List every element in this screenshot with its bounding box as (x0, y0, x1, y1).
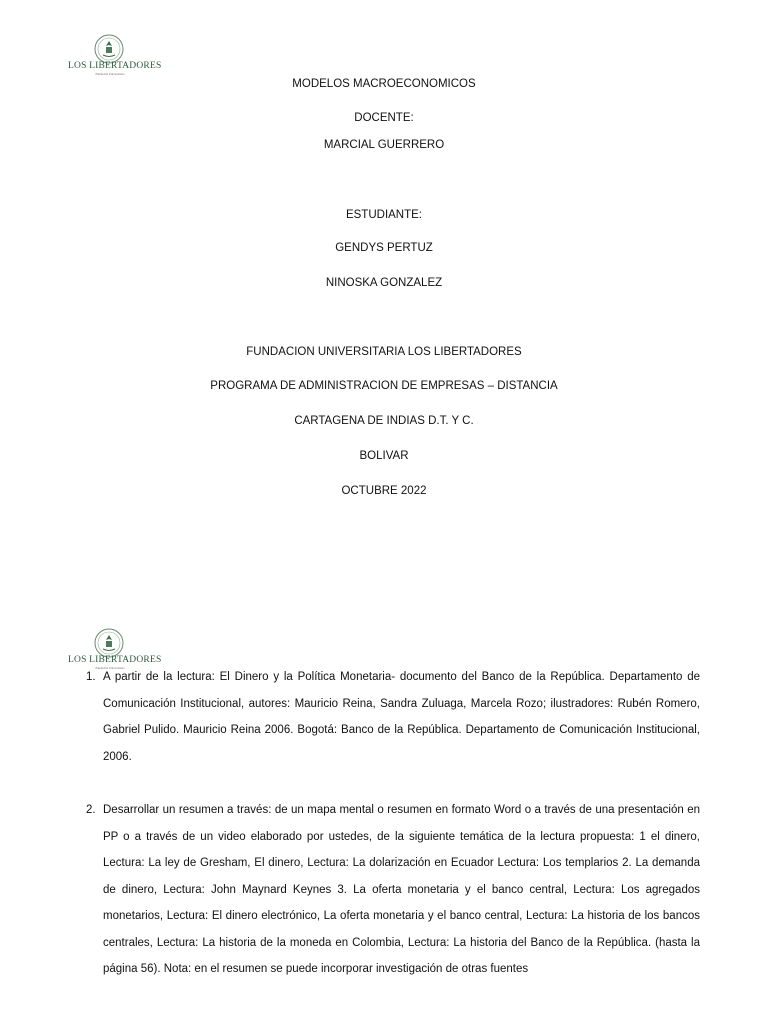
seal-icon (94, 628, 124, 658)
logo-name: LOS LIBERTADORES (68, 61, 162, 71)
logo-tagline: Fundación Universitaria (95, 72, 125, 76)
city: CARTAGENA DE INDIAS D.T. Y C. (294, 415, 474, 427)
department: BOLIVAR (359, 450, 409, 462)
date: OCTUBRE 2022 (341, 485, 427, 497)
item-text-2: Desarrollar un resumen a través: de un mapa mental o resumen en formato Word o a través de una presentación en PP o a través de un video elaborado por ustedes, de la siguiente temática de la lectura propuesta: 1 el dinero, Lectura: La ley de Gresham, El dinero, Lectura: La dolarización en Ecuador Lectura: Los templarios 2. La demanda de dinero, Lectura: John Maynard Keynes 3. La oferta monetaria y el banco central, Lectura: Los agregados monetarios, Lectura: El dinero electrónico, La oferta monetaria y el banco central, Lectura: La historia de los bancos centrales, Lectura: La historia de la moneda en Colombia, Lectura: La historia del Banco de la República. (hasta la página 56). Nota: en el resumen se puede incorporar investigación de otras fuentes (103, 804, 700, 975)
teacher-name: MARCIAL GUERRERO (323, 139, 445, 151)
institution-logo-page2 (68, 628, 162, 670)
student-name-1: GENDYS PERTUZ (335, 242, 433, 254)
institution-logo-top (68, 34, 162, 76)
student-name-2: NINOSKA GONZALEZ (325, 277, 443, 289)
item-number-2: 2. (86, 804, 96, 816)
item-text-1: A partir de la lectura: El Dinero y la Política Monetaria- documento del Banco de la República. Departamento de Comunicación Institucional, autores: Mauricio Reina, Sandra Zuluaga, Marcela Rozo; ilustradores: Rubén Romero, Gabriel Pulido. Mauricio Reina 2006. Bogotá: Banco de la República. Departamento de Comunicación Institucional, 2006. (103, 671, 700, 763)
seal-icon (94, 34, 124, 64)
student-label: ESTUDIANTE: (345, 209, 423, 221)
course-title: MODELOS MACROECONOMICOS (292, 78, 476, 90)
item-number-1: 1. (86, 671, 96, 683)
institution-name: FUNDACION UNIVERSITARIA LOS LIBERTADORES (246, 346, 522, 358)
program-name: PROGRAMA DE ADMINISTRACION DE EMPRESAS – DISTANCIA (210, 380, 558, 392)
logo-name: LOS LIBERTADORES (68, 655, 162, 665)
teacher-label: DOCENTE: (354, 112, 414, 124)
logo-tagline: Fundación Universitaria (95, 666, 125, 670)
